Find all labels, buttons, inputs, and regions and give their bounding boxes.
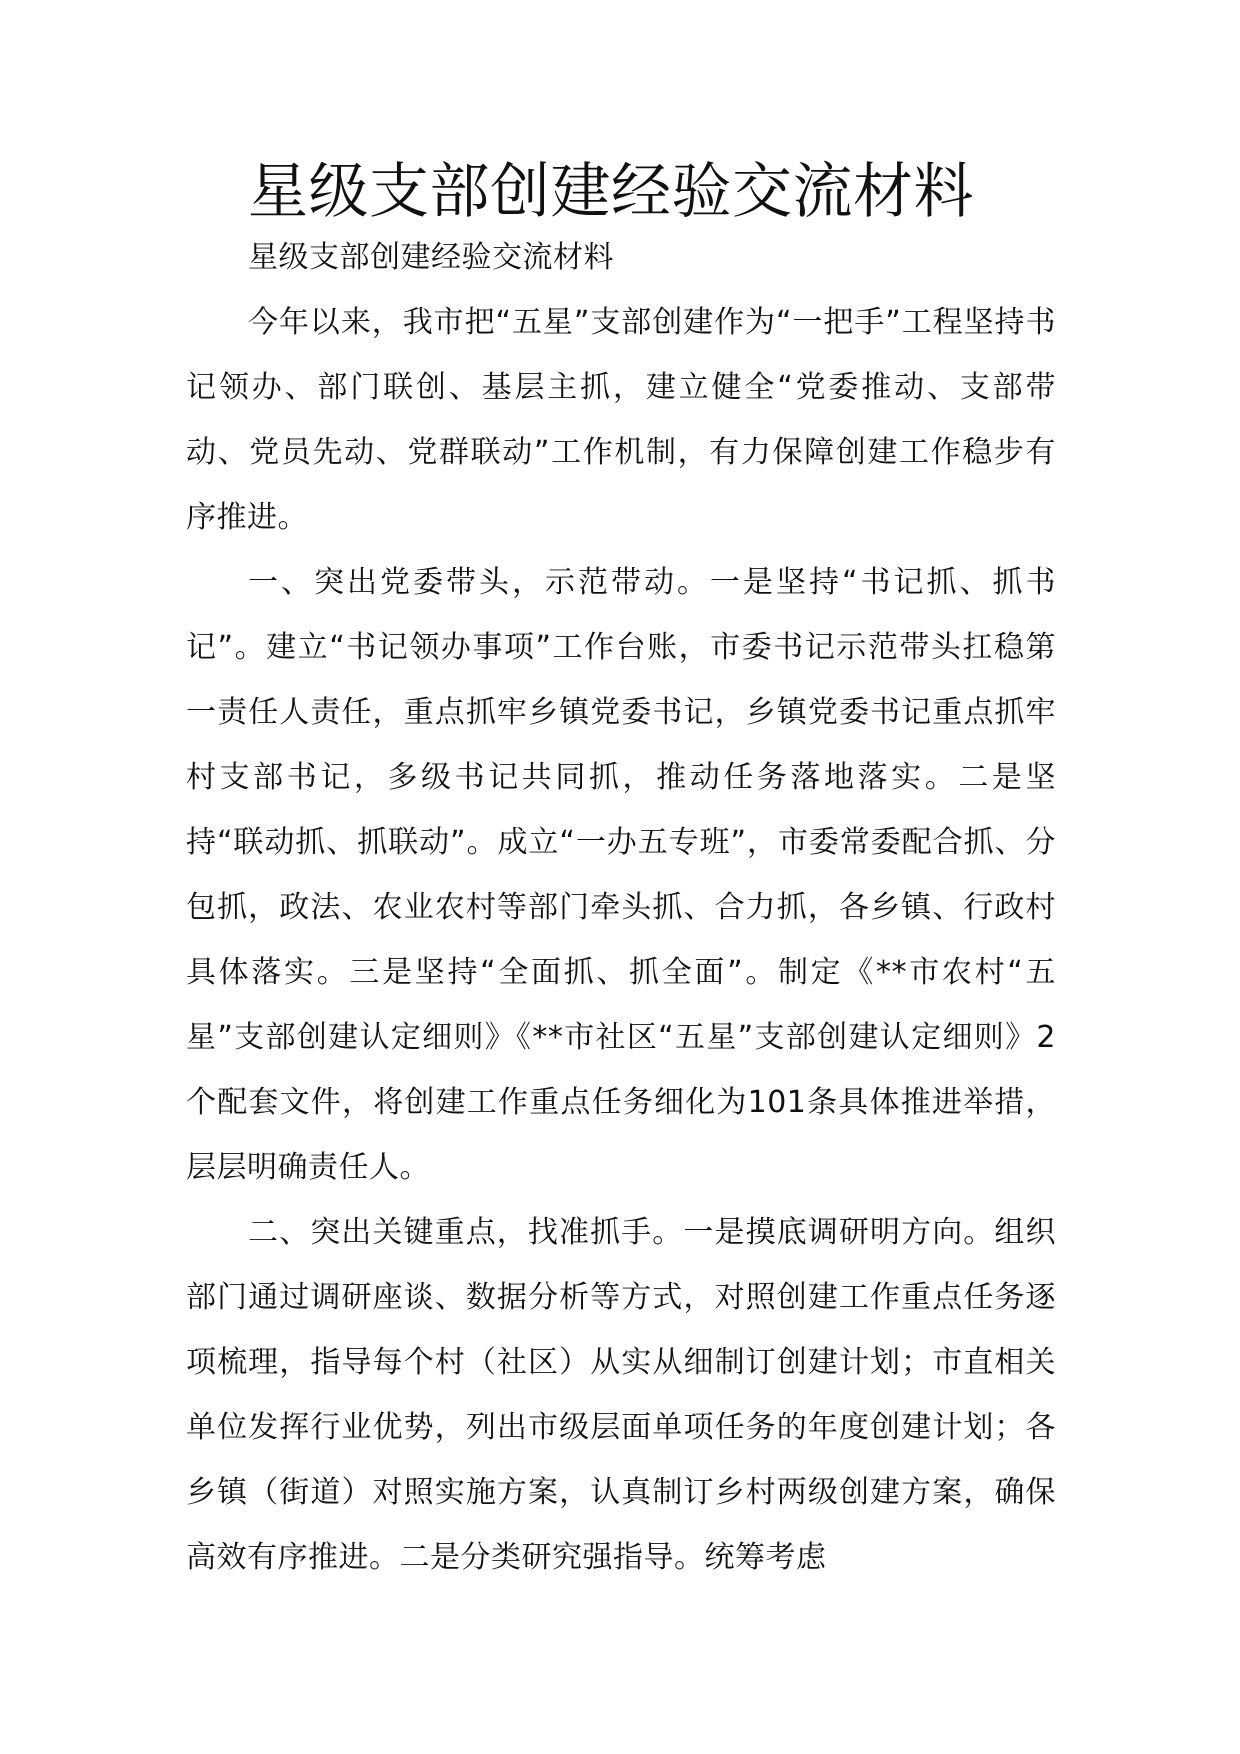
document-body: [186, 157, 1056, 1590]
paragraph-section-two: 二、突出关键重点，找准抓手。一是摸底调研明方向。组织部门通过调研座谈、数据分析等方式，对照创建工作重点任务逐项梳理，指导每个村（社区）从实从细制订创建计划；市直相关单位发挥行业优势，列出市级层面单项任务的年度创建计划；各乡镇（街道）对照实施方案，认真制订乡村两级创建方案，确保高效有序推进。二是分类研究强指导。统筹考虑: [186, 1215, 1056, 1575]
paragraph-section-one: 一、突出党委带头，示范带动。一是坚持“书记抓、抓书记”。建立“书记领办事项”工作台账，市委书记示范带头扛稳第一责任人责任，重点抓牢乡镇党委书记，乡镇党委书记重点抓牢村支部书记，多级书记共同抓，推动任务落地落实。二是坚持“联动抓、抓联动”。成立“一办五专班”，市委常委配合抓、分包抓，政法、农业农村等部门牵头抓、合力抓，各乡镇、行政村具体落实。三是坚持“全面抓、抓全面”。制定《**市农村“五星”支部创建认定细则》《**市社区“五星”支部创建认定细则》2个配套文件，将创建工作重点任务细化为101条具体推进举措，层层明确责任人。: [186, 565, 1056, 1185]
document-title: 星级支部创建经验交流材料: [248, 157, 974, 227]
document-subtitle: 星级支部创建经验交流材料: [248, 240, 614, 275]
paragraph-intro: 今年以来，我市把“五星”支部创建作为“一把手”工程坚持书记领办、部门联创、基层主抓，建立健全“党委推动、支部带动、党员先动、党群联动”工作机制，有力保障创建工作稳步有序推进。: [186, 305, 1056, 535]
